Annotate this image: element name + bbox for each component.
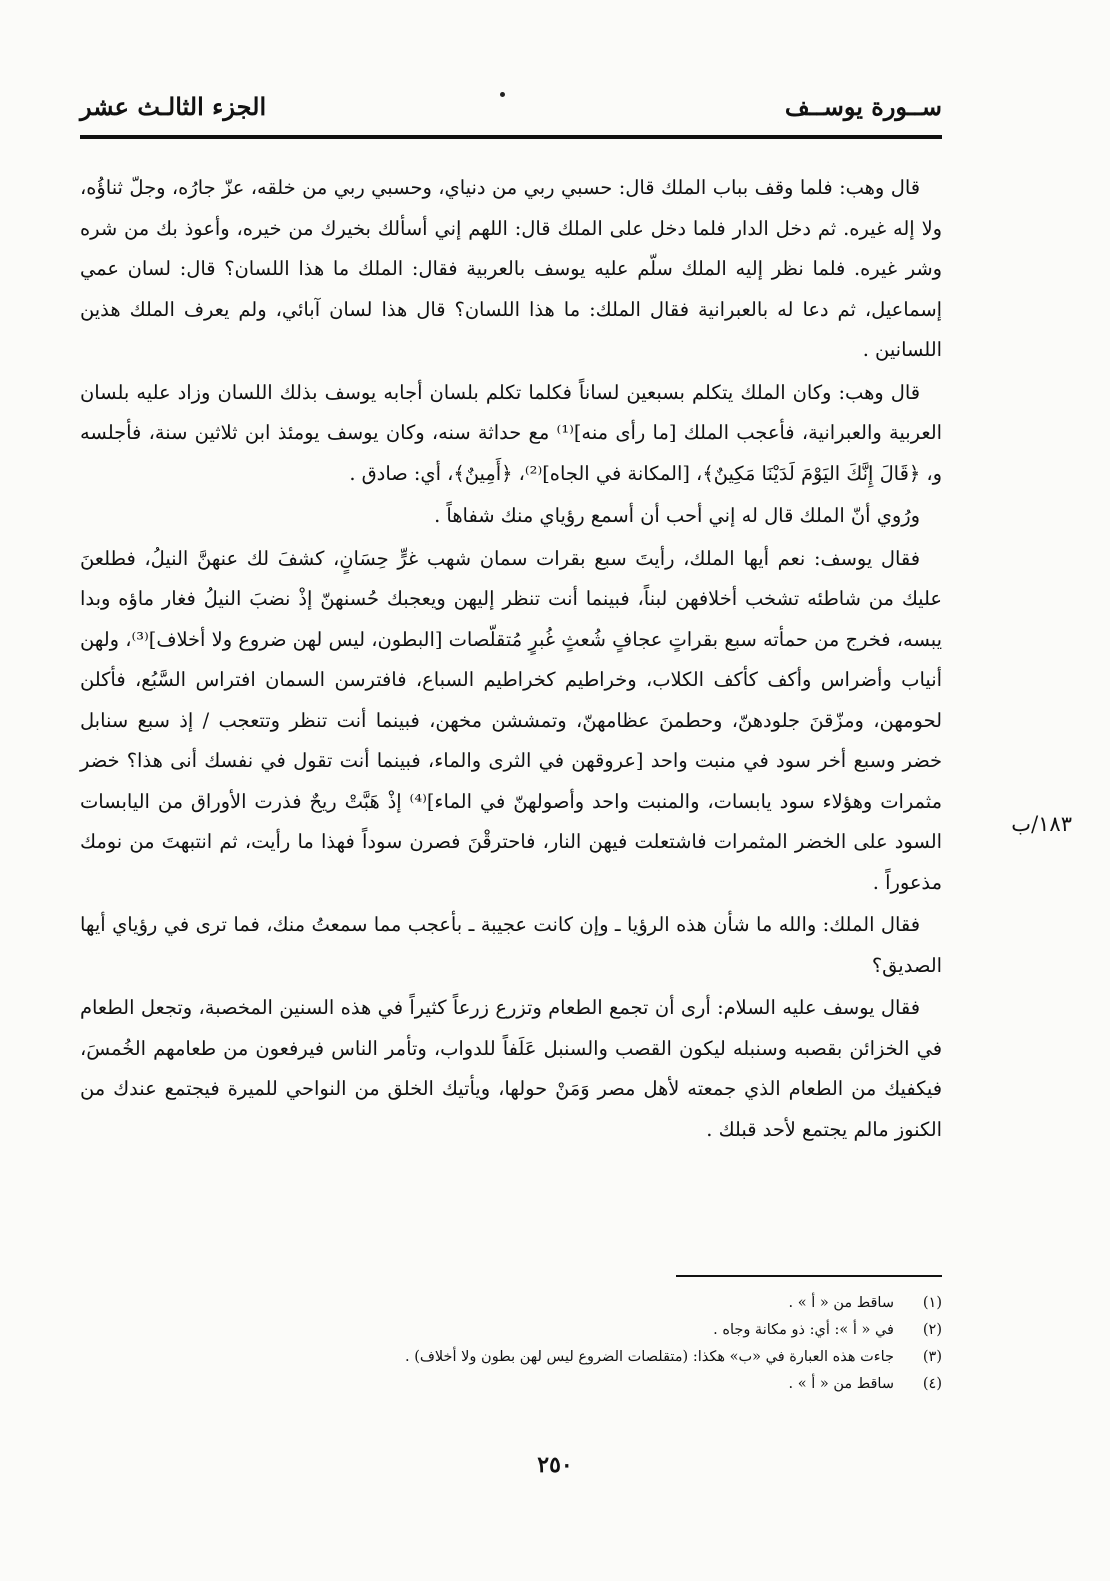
footnote-number: (٤)	[922, 1376, 942, 1392]
footnote-text: في « أ »: أي: ذو مكانة وجاه .	[713, 1322, 894, 1338]
footnotes	[80, 1290, 942, 1398]
paragraph: ورُوي أنّ الملك قال له إني أحب أن أسمع رؤياي منك شفاهاً .	[434, 504, 920, 527]
paragraph: قال وهب: فلما وقف بباب الملك قال: حسبي ربي من دنياي، وحسبي ربي من خلقه، عزّ جارُه، وجلّ ثناؤُه، ولا إله غيره. ثم دخل الدار فلما دخل على الملك قال: اللهم إني أسألك بخيرك من خيره، وأعوذ بك من شره وشر غيره. فلما نظر إليه الملك سلّم عليه يوسف بالعربية فقال: الملك ما هذا اللسان؟ قال: لسان عمي إسماعيل، ثم دعا له بالعبرانية فقال الملك: ما هذا اللسان؟ قال هذا لسان آبائي، ولم يعرف الملك هذين اللسانين .	[80, 176, 942, 361]
footnote-number: (١)	[922, 1295, 942, 1311]
paragraph: فقال يوسف عليه السلام: أرى أن تجمع الطعام وتزرع زرعاً كثيراً في هذه السنين المخصبة، وتجعل الطعام في الخزائن بقصبه وسنبله ليكون القصب والسنبل عَلَفاً للدواب، وتأمر الناس فيرفعون من طعامهم الخُمسَ، فيكفيك من الطعام الذي جمعته لأهل مصر وَمَنْ حولها، ويأتيك الخلق من النواحي للميرة فيجتمع عندك من الكنوز مالم يجتمع لأحد قبلك .	[80, 996, 942, 1141]
surah-title: ســورة يوســف	[784, 91, 942, 121]
paragraph: فقال يوسف: نعم أيها الملك، رأيتَ سبع بقرات سمان شهب غرٍّ حِسَانٍ، كشفَ لك عنهنَّ النيلُ، فطلعنَ عليك من شاطئه تشخب أخلافهن لبناً، فبينما أنت تنظر إليهن ويعجبك حُسنهنّ إذْ نضبَ النيلُ فغار ماؤه وبدا يبسه، فخرج من حمأته سبع بقراتٍ عجافٍ شُعثٍ غُبرٍ مُتقلّصات [البطون، ليس لهن ضروع ولا أخلاف]⁽³⁾، ولهن أنياب وأضراس وأكف كأكف الكلاب، وخراطيم كخراطيم السباع، فافترسن السمان افتراس السَّبُع، فأكلن لحومهن، ومزّقنَ جلودهنّ، وحطمنَ عظامهنّ، وتمششن مخهن، فبينما أنت تنظر وتتعجب / إذ سبع سنابل خضر وسبع أخر سود في منبت واحد [عروقهن في الثرى والماء، فبينما أنت تقول في نفسك أنى هذا؟ خضر مثمرات وهؤلاء سود يابسات، والمنبت واحد وأصولهنّ في الماء]⁽⁴⁾ إذْ هَبَّتْ ريحٌ فذرت الأوراق من اليابسات السود على الخضر المثمرات فاشتعلت فيهن النار، فاحترقْنَ فصرن سوداً فهذا ما رأيت، ثم انتبهتَ من نومك مذعوراً .	[80, 546, 943, 894]
footnote-number: (٢)	[922, 1322, 942, 1338]
footnote-number: (٣)	[922, 1349, 942, 1365]
paragraph: فقال الملك: والله ما شأن هذه الرؤيا ـ وإن كانت عجيبة ـ بأعجب مما سمعتُ منك، فما ترى في رؤياي أيها الصديق؟	[80, 913, 942, 977]
main-text	[80, 168, 942, 1152]
footnote-text: ساقط من « أ » .	[788, 1376, 894, 1392]
running-header	[80, 84, 942, 128]
footnote	[80, 1371, 942, 1398]
footnote-rule	[676, 1275, 942, 1277]
manuscript-folio-note: ١٨٣/ب	[1011, 812, 1072, 836]
header-rule	[80, 135, 942, 139]
footnote	[80, 1344, 942, 1371]
footnote	[80, 1317, 942, 1344]
page-number: ٢٥٠	[537, 1452, 573, 1478]
footnote-text: ساقط من « أ » .	[788, 1295, 894, 1311]
footnote	[80, 1290, 942, 1317]
part-title: الجزء الثالـث عشر	[80, 91, 267, 121]
paragraph: قال وهب: وكان الملك يتكلم بسبعين لساناً فكلما تكلم بلسان أجابه يوسف بذلك اللسان وزاد عليه بلسان العربية والعبرانية، فأعجب الملك [ما رأى منه]⁽¹⁾ مع حداثة سنه، وكان يوسف يومئذ ابن ثلاثين سنة، فأجلسه و، ﴿قَالَ إِنَّكَ اليَوْمَ لَدَيْنَا مَكِينٌ﴾، [المكانة في الجاه]⁽²⁾، ﴿أَمِينٌ﴾، أي: صادق .	[80, 380, 942, 485]
footnote-text: جاءت هذه العبارة في «ب» هكذا: (متقلصات الضروع ليس لهن بطون ولا أخلاف) .	[405, 1349, 894, 1365]
header-dot	[500, 92, 505, 97]
